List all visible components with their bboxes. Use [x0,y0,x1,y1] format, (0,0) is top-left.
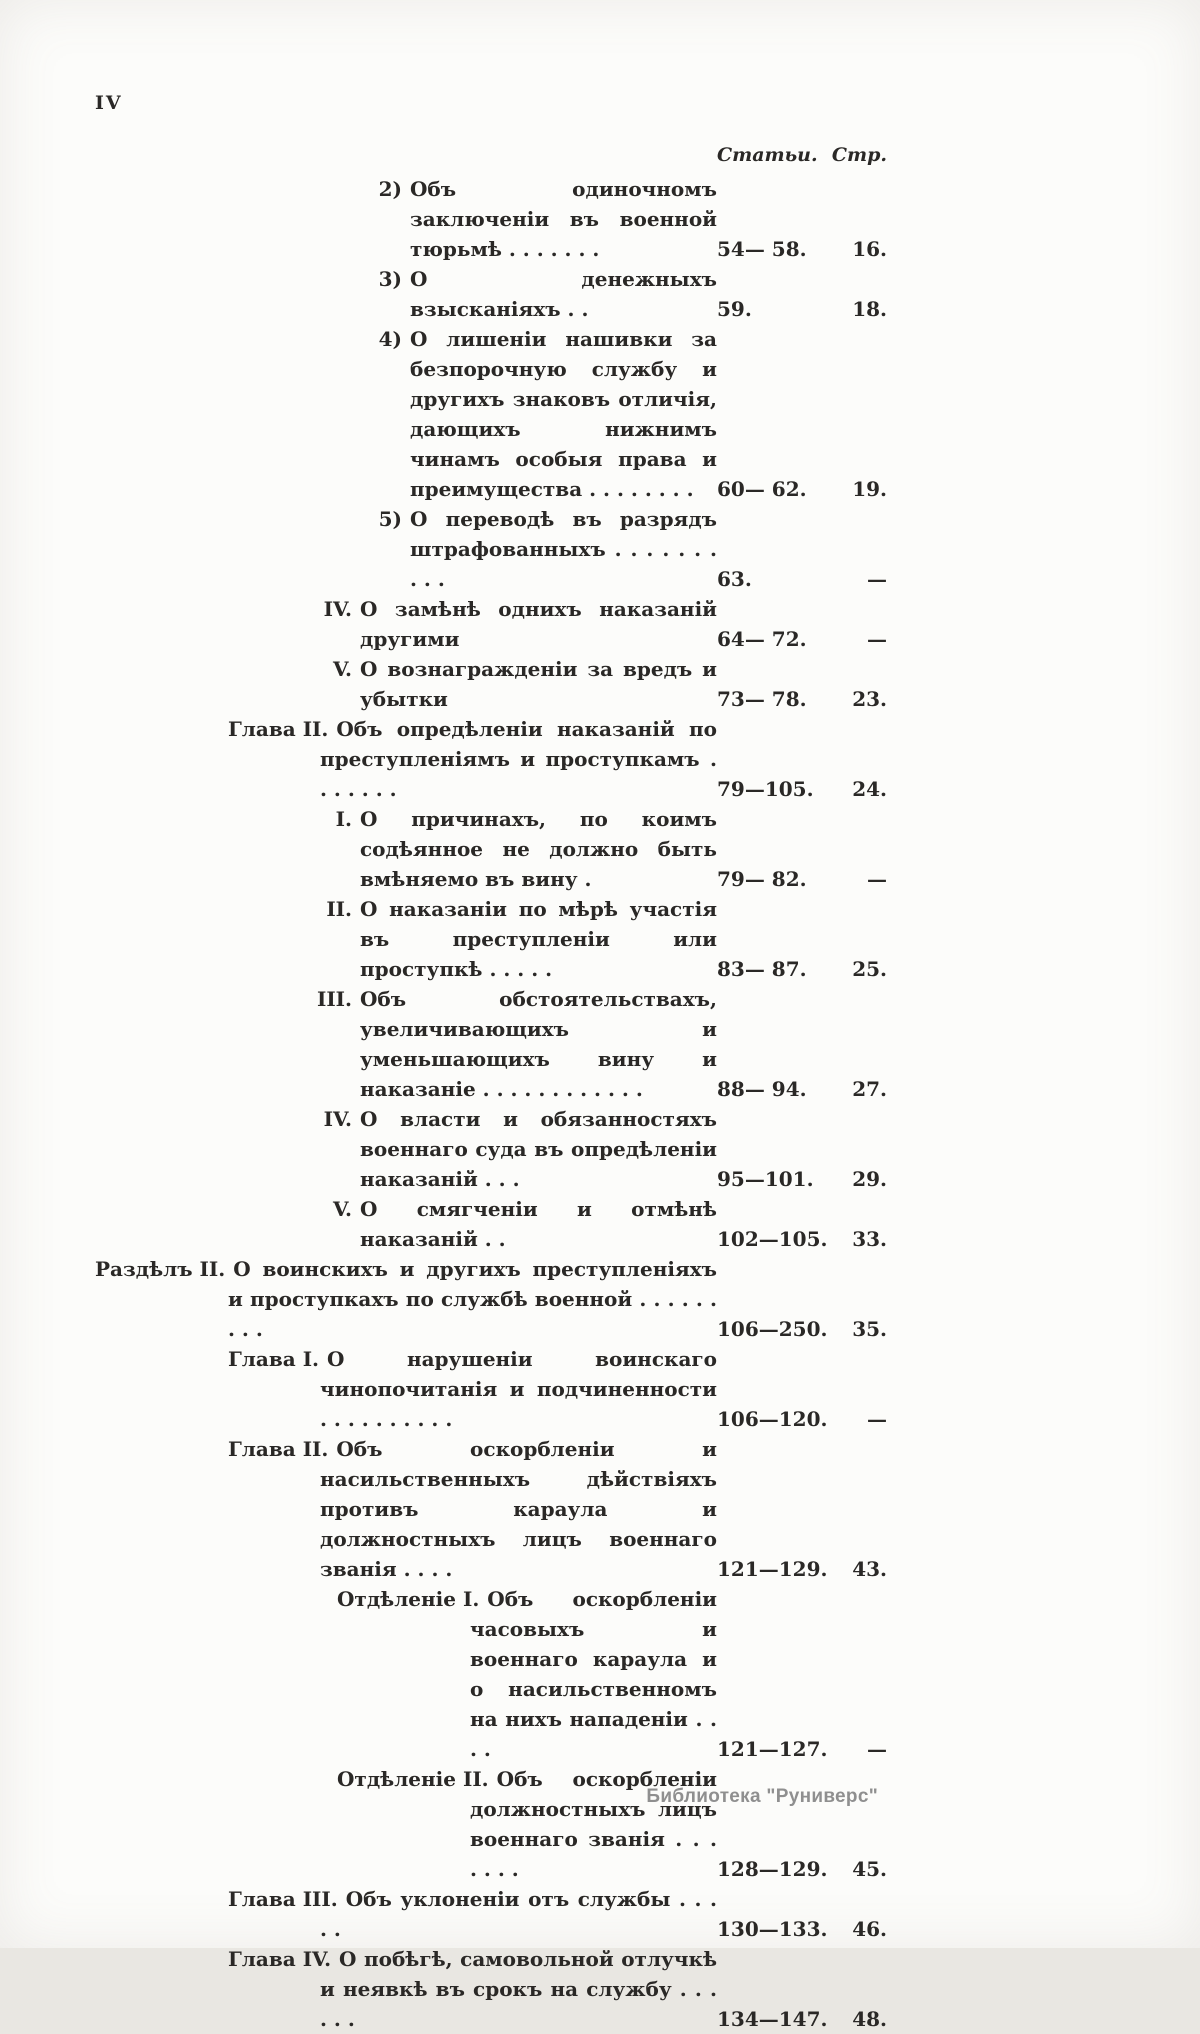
toc-entry-articles-range: 95—101. [717,1167,814,1191]
toc-entry-label: II. [326,897,352,921]
toc-entry-label: V. [333,657,352,681]
toc-entry-label: 4) [378,327,402,351]
toc-entry-label: Глава II. [228,717,329,741]
toc-entry-title: О побѣгѣ, самовольной отлучкѣ и неявкѣ въ срокъ на службу . . . . . . [320,1947,717,2031]
toc-entry-row [95,894,887,984]
toc-entry-articles-range: 130—133. [717,1917,828,1941]
toc-entry-row [95,714,887,804]
toc-entry-row [95,1194,887,1254]
toc-entry-text [95,714,717,804]
toc-entry-row [95,594,887,654]
toc-entry-label: Глава II. [228,1437,329,1461]
toc-entry-articles-range: 83— 87. [717,957,807,981]
toc-entry-row [95,174,887,264]
toc-entry-text [95,1884,717,1944]
toc-entry-row [95,1434,887,1584]
toc-entry-label: III. [316,987,352,1011]
toc-column-headers [95,142,887,168]
toc-entry-articles-range: 128—129. [717,1857,828,1881]
toc-entry-page-number: — [867,567,887,591]
toc-entry-label: 5) [378,507,402,531]
toc-entry-text [95,1104,717,1194]
toc-entry-row [95,1104,887,1194]
toc-entry-text [95,1434,717,1584]
toc-entry-row [95,984,887,1104]
toc-entry-page-number: 43. [852,1557,887,1581]
toc-entry-row [95,1344,887,1434]
toc-entry-row [95,324,887,504]
toc-entry-text [95,324,717,504]
toc-entry-text [95,174,717,264]
toc-entry-row [95,1764,887,1884]
toc-entry-title: О вознагражденіи за вредъ и убытки [360,657,717,711]
toc-entry-text [95,1944,717,2034]
toc-entry-text [95,894,717,984]
toc-entry-row [95,1944,887,2034]
toc-entry-title: О смягченіи и отмѣнѣ наказаній . . [360,1197,717,1251]
toc-entry-articles-range: 73— 78. [717,687,807,711]
toc-entry-text [95,594,717,654]
toc-entry-label: I. [335,807,352,831]
toc-entry-row [95,654,887,714]
toc-entry-title: О воинскихъ и другихъ преступленіяхъ и проступкахъ по службѣ военной . . . . . . . . . [228,1257,717,1341]
toc-entry-articles-range: 79— 82. [717,867,807,891]
toc-entry-page-number: 46. [852,1917,887,1941]
toc-entry-articles-range: 106—250. [717,1317,828,1341]
toc-entry-articles-range: 79—105. [717,777,814,801]
toc-entry-text [95,804,717,894]
toc-entry-articles-range: 64— 72. [717,627,807,651]
toc-header-spacer [95,142,717,168]
toc-entry-page-number: 48. [852,2007,887,2031]
toc-entry-title: О замѣнѣ однихъ наказаній другими [360,597,717,651]
toc-header-pages: Стр. [831,144,887,166]
toc-entry-page-number: — [867,867,887,891]
toc-entry-label: Глава I. [228,1347,320,1371]
toc-entry-articles-range: 102—105. [717,1227,828,1251]
toc-entry-page-number: 18. [852,297,887,321]
toc-entry-page-number: 23. [852,687,887,711]
toc-entry-label: V. [333,1197,352,1221]
toc-entry-title: О переводѣ въ разрядъ штрафованныхъ . . . . . . . . . . [410,507,717,591]
toc-entry-label: Отдѣленіе II. [337,1767,489,1791]
toc-entry-row [95,1254,887,1344]
toc-entry-label: 2) [378,177,402,201]
toc-entry-text [95,1254,717,1344]
toc-entry-text [95,264,717,324]
toc-entry-page-number: 25. [852,957,887,981]
toc-entry-text [95,984,717,1104]
toc-entry-title: Объ оскорбленіи часовыхъ и военнаго караула и о насильственномъ на нихъ нападеніи . . . . [470,1587,717,1761]
toc-entry-title: О власти и обязанностяхъ военнаго суда въ опредѣленіи наказаній . . . [360,1107,717,1191]
toc-entry-articles-range: 54— 58. [717,237,807,261]
toc-entry-page-number: 29. [852,1167,887,1191]
toc-entry-articles-range: 121—127. [717,1737,828,1761]
toc-entry-title: Объ одиночномъ заключеніи въ военной тюрьмѣ . . . . . . . [410,177,717,261]
toc-entry-row [95,264,887,324]
toc-entry-text [95,504,717,594]
toc-entry-label: IV. [323,597,352,621]
toc-entry-row [95,804,887,894]
toc-entry-title: Объ опредѣленіи наказаній по преступленіямъ и проступкамъ . . . . . . . [320,717,717,801]
toc-entry-title: Объ обстоятельствахъ, увеличивающихъ и уменьшающихъ вину и наказаніе . . . . . . . . . . . . [360,987,717,1101]
toc-entry-page-number: — [867,1407,887,1431]
toc-entry-label: Отдѣленіе I. [337,1587,480,1611]
toc-header-articles: Статьи. [717,144,818,166]
toc-entry-title: Объ уклоненіи отъ службы . . . . . [320,1887,717,1941]
toc-entry-articles-range: 59. [717,297,752,321]
toc-entry-page-number: 19. [852,477,887,501]
toc-entry-title: Объ оскорбленіи должностныхъ лицъ военнаго званія . . . . . . . [470,1767,717,1881]
toc-entry-page-number: — [867,1737,887,1761]
toc-entry-text [95,1194,717,1254]
toc-entry-label: Раздѣлъ II. [95,1257,226,1281]
toc-entry-page-number: 45. [852,1857,887,1881]
toc-entry-title: О наказаніи по мѣрѣ участія въ преступленіи или проступкѣ . . . . . [360,897,717,981]
toc-entry-page-number: 24. [852,777,887,801]
toc-entry-articles-range: 60— 62. [717,477,807,501]
toc-entry-text [95,654,717,714]
toc-entry-label: Глава IV. [228,1947,332,1971]
toc-entry-page-number: — [867,627,887,651]
page-folio: IV [95,92,123,114]
toc-content [95,142,887,2034]
toc-entry-articles-range: 106—120. [717,1407,828,1431]
toc-entry-text [95,1764,717,1884]
toc-entry-label: Глава III. [228,1887,338,1911]
library-watermark: Библиотека "Руниверс" [646,1786,878,1807]
toc-entry-page-number: 27. [852,1077,887,1101]
toc-entries-list [95,174,887,2034]
toc-entry-row [95,504,887,594]
toc-entry-articles-range: 121—129. [717,1557,828,1581]
toc-entry-title: Объ оскорбленіи и насильственныхъ дѣйствіяхъ противъ караула и должностныхъ лицъ военнаго званія . . . . [320,1437,717,1581]
toc-entry-title: О денежныхъ взысканіяхъ . . [410,267,717,321]
toc-entry-text [95,1344,717,1434]
toc-entry-text [95,1584,717,1764]
toc-entry-title: О лишеніи нашивки за безпорочную службу и другихъ знаковъ отличія, дающихъ нижнимъ чинамъ особыя права и преимущества . . . . . . . . [410,327,717,501]
toc-entry-page-number: 35. [852,1317,887,1341]
toc-entry-page-number: 16. [852,237,887,261]
toc-entry-title: О нарушеніи воинскаго чинопочитанія и подчиненности . . . . . . . . . . [320,1347,717,1431]
toc-entry-page-number: 33. [852,1227,887,1251]
toc-entry-articles-range: 63. [717,567,752,591]
toc-entry-row [95,1584,887,1764]
toc-entry-label: IV. [323,1107,352,1131]
toc-entry-articles-range: 88— 94. [717,1077,807,1101]
toc-entry-row [95,1884,887,1944]
toc-entry-title: О причинахъ, по коимъ содѣянное не должно быть вмѣняемо въ вину . [360,807,717,891]
toc-entry-label: 3) [378,267,402,291]
toc-entry-articles-range: 134—147. [717,2007,828,2031]
